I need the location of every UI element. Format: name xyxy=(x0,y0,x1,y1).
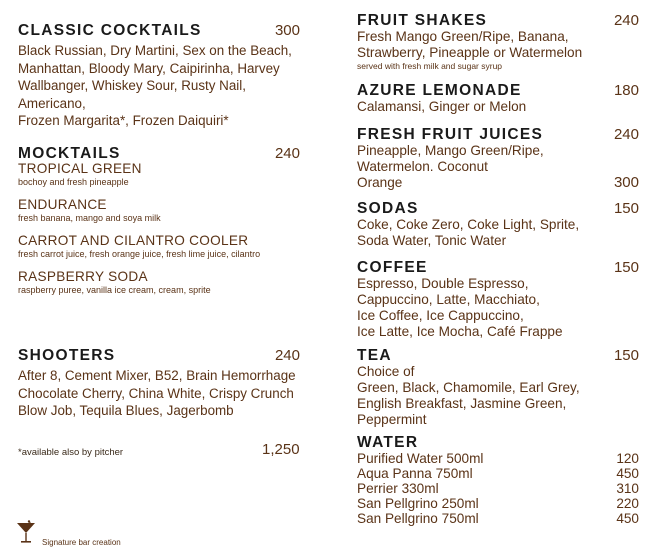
section-price: 240 xyxy=(274,347,300,364)
mocktail-item xyxy=(18,233,308,260)
priced-row xyxy=(357,511,639,526)
section-price: 240 xyxy=(274,145,300,162)
section-water xyxy=(357,434,639,526)
row-label: San Pellgrino 250ml xyxy=(357,496,479,511)
item-line: Green, Black, Chamomile, Earl Grey, xyxy=(357,380,580,395)
item-line: Calamansi, Ginger or Melon xyxy=(357,99,527,114)
section-price: 180 xyxy=(613,82,639,99)
signature-legend xyxy=(16,520,121,549)
item-list xyxy=(18,42,308,130)
row-price: 220 xyxy=(616,496,639,511)
section-classic-cocktails xyxy=(18,22,308,130)
item-list xyxy=(357,99,639,115)
pitcher-price: 1,250 xyxy=(262,441,300,458)
section-title: SODAS xyxy=(357,200,419,217)
section-title: MOCKTAILS xyxy=(18,145,121,162)
mocktail-name: TROPICAL GREEN xyxy=(18,161,142,176)
section-title: WATER xyxy=(357,434,419,451)
item-line: Manhattan, Bloody Mary, Caipirinha, Harvey xyxy=(18,60,280,76)
item-line: Chocolate Cherry, China White, Crispy Crunch xyxy=(18,385,294,401)
item-line: Espresso, Double Espresso, xyxy=(357,276,529,291)
item-line: Soda Water, Tonic Water xyxy=(357,233,507,248)
row-price: 450 xyxy=(616,466,639,481)
item-line: Frozen Margarita*, Frozen Daiquiri* xyxy=(18,113,229,128)
row-label: Aqua Panna 750ml xyxy=(357,466,473,481)
section-title: AZURE LEMONADE xyxy=(357,82,522,99)
section-price: 150 xyxy=(613,259,639,276)
item-note: served with fresh milk and sugar syrup xyxy=(357,61,503,71)
section-price: 300 xyxy=(274,22,300,39)
section-fruit-shakes xyxy=(357,12,639,72)
item-line: Ice Latte, Ice Mocha, Café Frappe xyxy=(357,324,563,339)
mocktail-desc: raspberry puree, vanilla ice cream, cream, sprite xyxy=(18,285,211,295)
cocktail-glass-icon xyxy=(16,520,36,549)
item-line: After 8, Cement Mixer, B52, Brain Hemorrhage xyxy=(18,368,296,383)
section-title: FRUIT SHAKES xyxy=(357,12,488,29)
row-price: 120 xyxy=(616,451,639,466)
priced-row xyxy=(357,496,639,511)
mocktail-name: CARROT AND CILANTRO COOLER xyxy=(18,233,249,248)
priced-row xyxy=(357,466,639,481)
priced-row xyxy=(357,481,639,496)
mocktail-name: RASPBERRY SODA xyxy=(18,269,148,284)
priced-row xyxy=(357,175,639,191)
item-line: Watermelon. Coconut xyxy=(357,159,488,174)
section-mocktails xyxy=(18,145,308,305)
item-line: Coke, Coke Zero, Coke Light, Sprite, xyxy=(357,217,580,232)
item-list xyxy=(357,276,639,340)
item-line: English Breakfast, Jasmine Green, xyxy=(357,396,567,411)
row-label: San Pellgrino 750ml xyxy=(357,511,479,526)
item-list xyxy=(357,217,639,249)
item-list xyxy=(357,143,639,191)
item-line: Ice Coffee, Ice Cappuccino, xyxy=(357,308,524,323)
row-price: 310 xyxy=(616,481,639,496)
item-list xyxy=(357,29,639,72)
item-line: Pineapple, Mango Green/Ripe, xyxy=(357,143,544,158)
section-price: 150 xyxy=(613,347,639,364)
section-price: 240 xyxy=(613,126,639,143)
section-price: 240 xyxy=(613,12,639,29)
item-line: Peppermint xyxy=(357,412,427,427)
priced-row xyxy=(357,451,639,466)
mocktail-name: ENDURANCE xyxy=(18,197,107,212)
section-title: SHOOTERS xyxy=(18,347,116,364)
item-list xyxy=(357,364,639,428)
mocktail-desc: bochoy and fresh pineapple xyxy=(18,177,129,187)
item-line: Black Russian, Dry Martini, Sex on the Beach, xyxy=(18,43,292,58)
section-coffee xyxy=(357,259,639,340)
section-title: CLASSIC COCKTAILS xyxy=(18,22,202,39)
section-title: FRESH FRUIT JUICES xyxy=(357,126,544,143)
item-line: Blow Job, Tequila Blues, Jagerbomb xyxy=(18,403,234,418)
section-title: TEA xyxy=(357,347,392,364)
item-list xyxy=(18,367,308,420)
section-azure-lemonade xyxy=(357,82,639,115)
mocktail-item xyxy=(18,161,308,188)
item-line: Fresh Mango Green/Ripe, Banana, xyxy=(357,29,569,44)
pitcher-footnote: *available also by pitcher xyxy=(18,447,124,458)
row-price: 450 xyxy=(616,511,639,526)
item-list xyxy=(357,451,639,526)
section-tea xyxy=(357,347,639,428)
signature-text: Signature bar creation xyxy=(42,538,121,547)
item-line: Choice of xyxy=(357,364,415,379)
item-line: Cappuccino, Latte, Macchiato, xyxy=(357,292,540,307)
mocktail-item xyxy=(18,269,308,296)
section-shooters xyxy=(18,347,308,420)
mocktail-item xyxy=(18,197,308,224)
row-label: Purified Water 500ml xyxy=(357,451,484,466)
section-title: COFFEE xyxy=(357,259,428,276)
row-label: Orange xyxy=(357,175,403,190)
section-sodas xyxy=(357,200,639,249)
item-line: Strawberry, Pineapple or Watermelon xyxy=(357,45,583,60)
row-price: 300 xyxy=(613,174,639,191)
section-fresh-fruit-juices xyxy=(357,126,639,191)
mocktail-desc: fresh carrot juice, fresh orange juice, fresh lime juice, cilantro xyxy=(18,249,261,259)
row-label: Perrier 330ml xyxy=(357,481,439,496)
item-line: Wallbanger, Whiskey Sour, Rusty Nail, Americano, xyxy=(18,78,246,111)
section-price: 150 xyxy=(613,200,639,217)
mocktail-desc: fresh banana, mango and soya milk xyxy=(18,213,161,223)
